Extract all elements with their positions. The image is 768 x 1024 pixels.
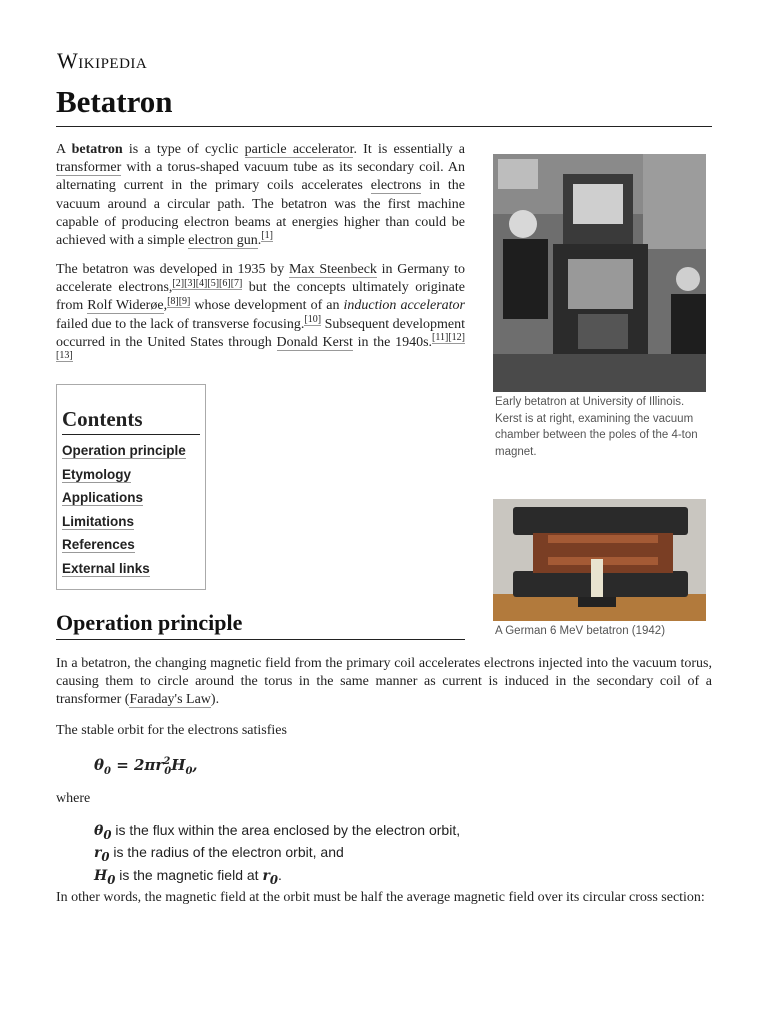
section-heading-operation-principle: Operation principle — [56, 610, 243, 635]
link-faradays-law[interactable]: Faraday's Law — [129, 692, 211, 707]
section-paragraph-2: The stable orbit for the electrons satisfies — [56, 723, 287, 738]
page-title: Betatron — [56, 84, 173, 119]
section-paragraph-3: In other words, the magnetic field at the orbit must be half the average magnetic field over its circular cross section: — [56, 890, 705, 905]
figure-german-betatron — [493, 499, 706, 640]
wikipedia-wordmark[interactable]: Wikipedia — [57, 48, 148, 73]
link-rolf-wideroe[interactable]: Rolf Widerøe — [87, 298, 164, 314]
intro-paragraph-2: The betatron was developed in 1935 by Max Steenbeck in Germany to accelerate electrons,[2][3][4][5][6][7] but the concepts ultimately originate from Rolf Widerøe,[8][9] whose development of an induction accelerator failed due to the lack of transverse focusing.[10] Subsequent development occurred in the United States through Donald Kerst in the 1940s.[11][12][13] — [56, 262, 465, 362]
definition-item: $\theta_0$ is the flux within the area enclosed by the electron orbit, — [94, 822, 461, 842]
reference-link[interactable]: [1] — [261, 230, 273, 242]
intro-paragraph-1: A betatron is a type of cyclic particle accelerator. It is essentially a transformer with a torus-shaped vacuum tube as its secondary coil. An alternating current in the primary coils accelerates electrons in the vacuum around a circular path. The betatron was the first machine capable of producing electron beams at energies higher than could be achieved with a simple electron gun.[1] — [56, 142, 466, 249]
definition-item: $r_0$ is the radius of the electron orbit, and — [94, 844, 344, 865]
link-electrons[interactable]: electrons — [370, 178, 422, 194]
section-divider — [56, 639, 465, 640]
bold-term: betatron — [71, 142, 123, 157]
link-particle-accelerator[interactable]: particle accelerator — [244, 142, 354, 157]
where-text: where — [56, 791, 91, 806]
reference-links[interactable]: [11][12][13] — [56, 332, 465, 362]
toc-item-references[interactable]: References — [62, 537, 135, 552]
german-betatron-photo[interactable] — [493, 499, 706, 621]
toc-item-applications[interactable]: Applications — [62, 490, 144, 505]
toc-title: Contents — [62, 407, 200, 435]
link-electron-gun[interactable]: electron gun — [188, 233, 258, 249]
toc-item-external-links[interactable]: External links — [62, 560, 150, 576]
figure-early-betatron — [493, 154, 706, 460]
definition-list — [94, 822, 460, 889]
reference-links[interactable]: [2][3][4][5][6][7] — [172, 277, 243, 289]
link-donald-kerst[interactable]: Donald Kerst — [276, 334, 353, 350]
link-max-steenbeck[interactable]: Max Steenbeck — [288, 262, 377, 277]
toc-item-limitations[interactable]: Limitations — [62, 513, 135, 529]
reference-links[interactable]: [8][9] — [167, 295, 191, 307]
title-divider — [56, 126, 712, 127]
toc-item-etymology[interactable]: Etymology — [62, 466, 132, 482]
link-transformer[interactable]: transformer — [56, 160, 122, 176]
orbit-formula: $\theta_0 = 2\pi r^2_0H_0$, — [94, 756, 198, 777]
reference-link[interactable]: [10] — [304, 313, 322, 325]
figure-caption: A German 6 MeV betatron (1942) — [495, 625, 666, 637]
section-paragraph-1: In a betatron, the changing magnetic field from the primary coil accelerates electrons injected into the vacuum torus, causing them to circle around the torus in the same manner as current is induced in the secondary coil of a transformer (Faraday's Law). — [56, 656, 712, 707]
early-betatron-photo[interactable] — [493, 154, 706, 392]
figure-caption: Early betatron at University of Illinois. Kerst is at right, examining the vacuum chamber between the poles of the 4-ton magnet. — [495, 396, 698, 458]
definition-item: $H_0$ is the magnetic field at $r_0$. — [94, 866, 282, 887]
toc-item-operation-principle[interactable]: Operation principle — [62, 443, 186, 458]
table-of-contents — [56, 384, 206, 590]
